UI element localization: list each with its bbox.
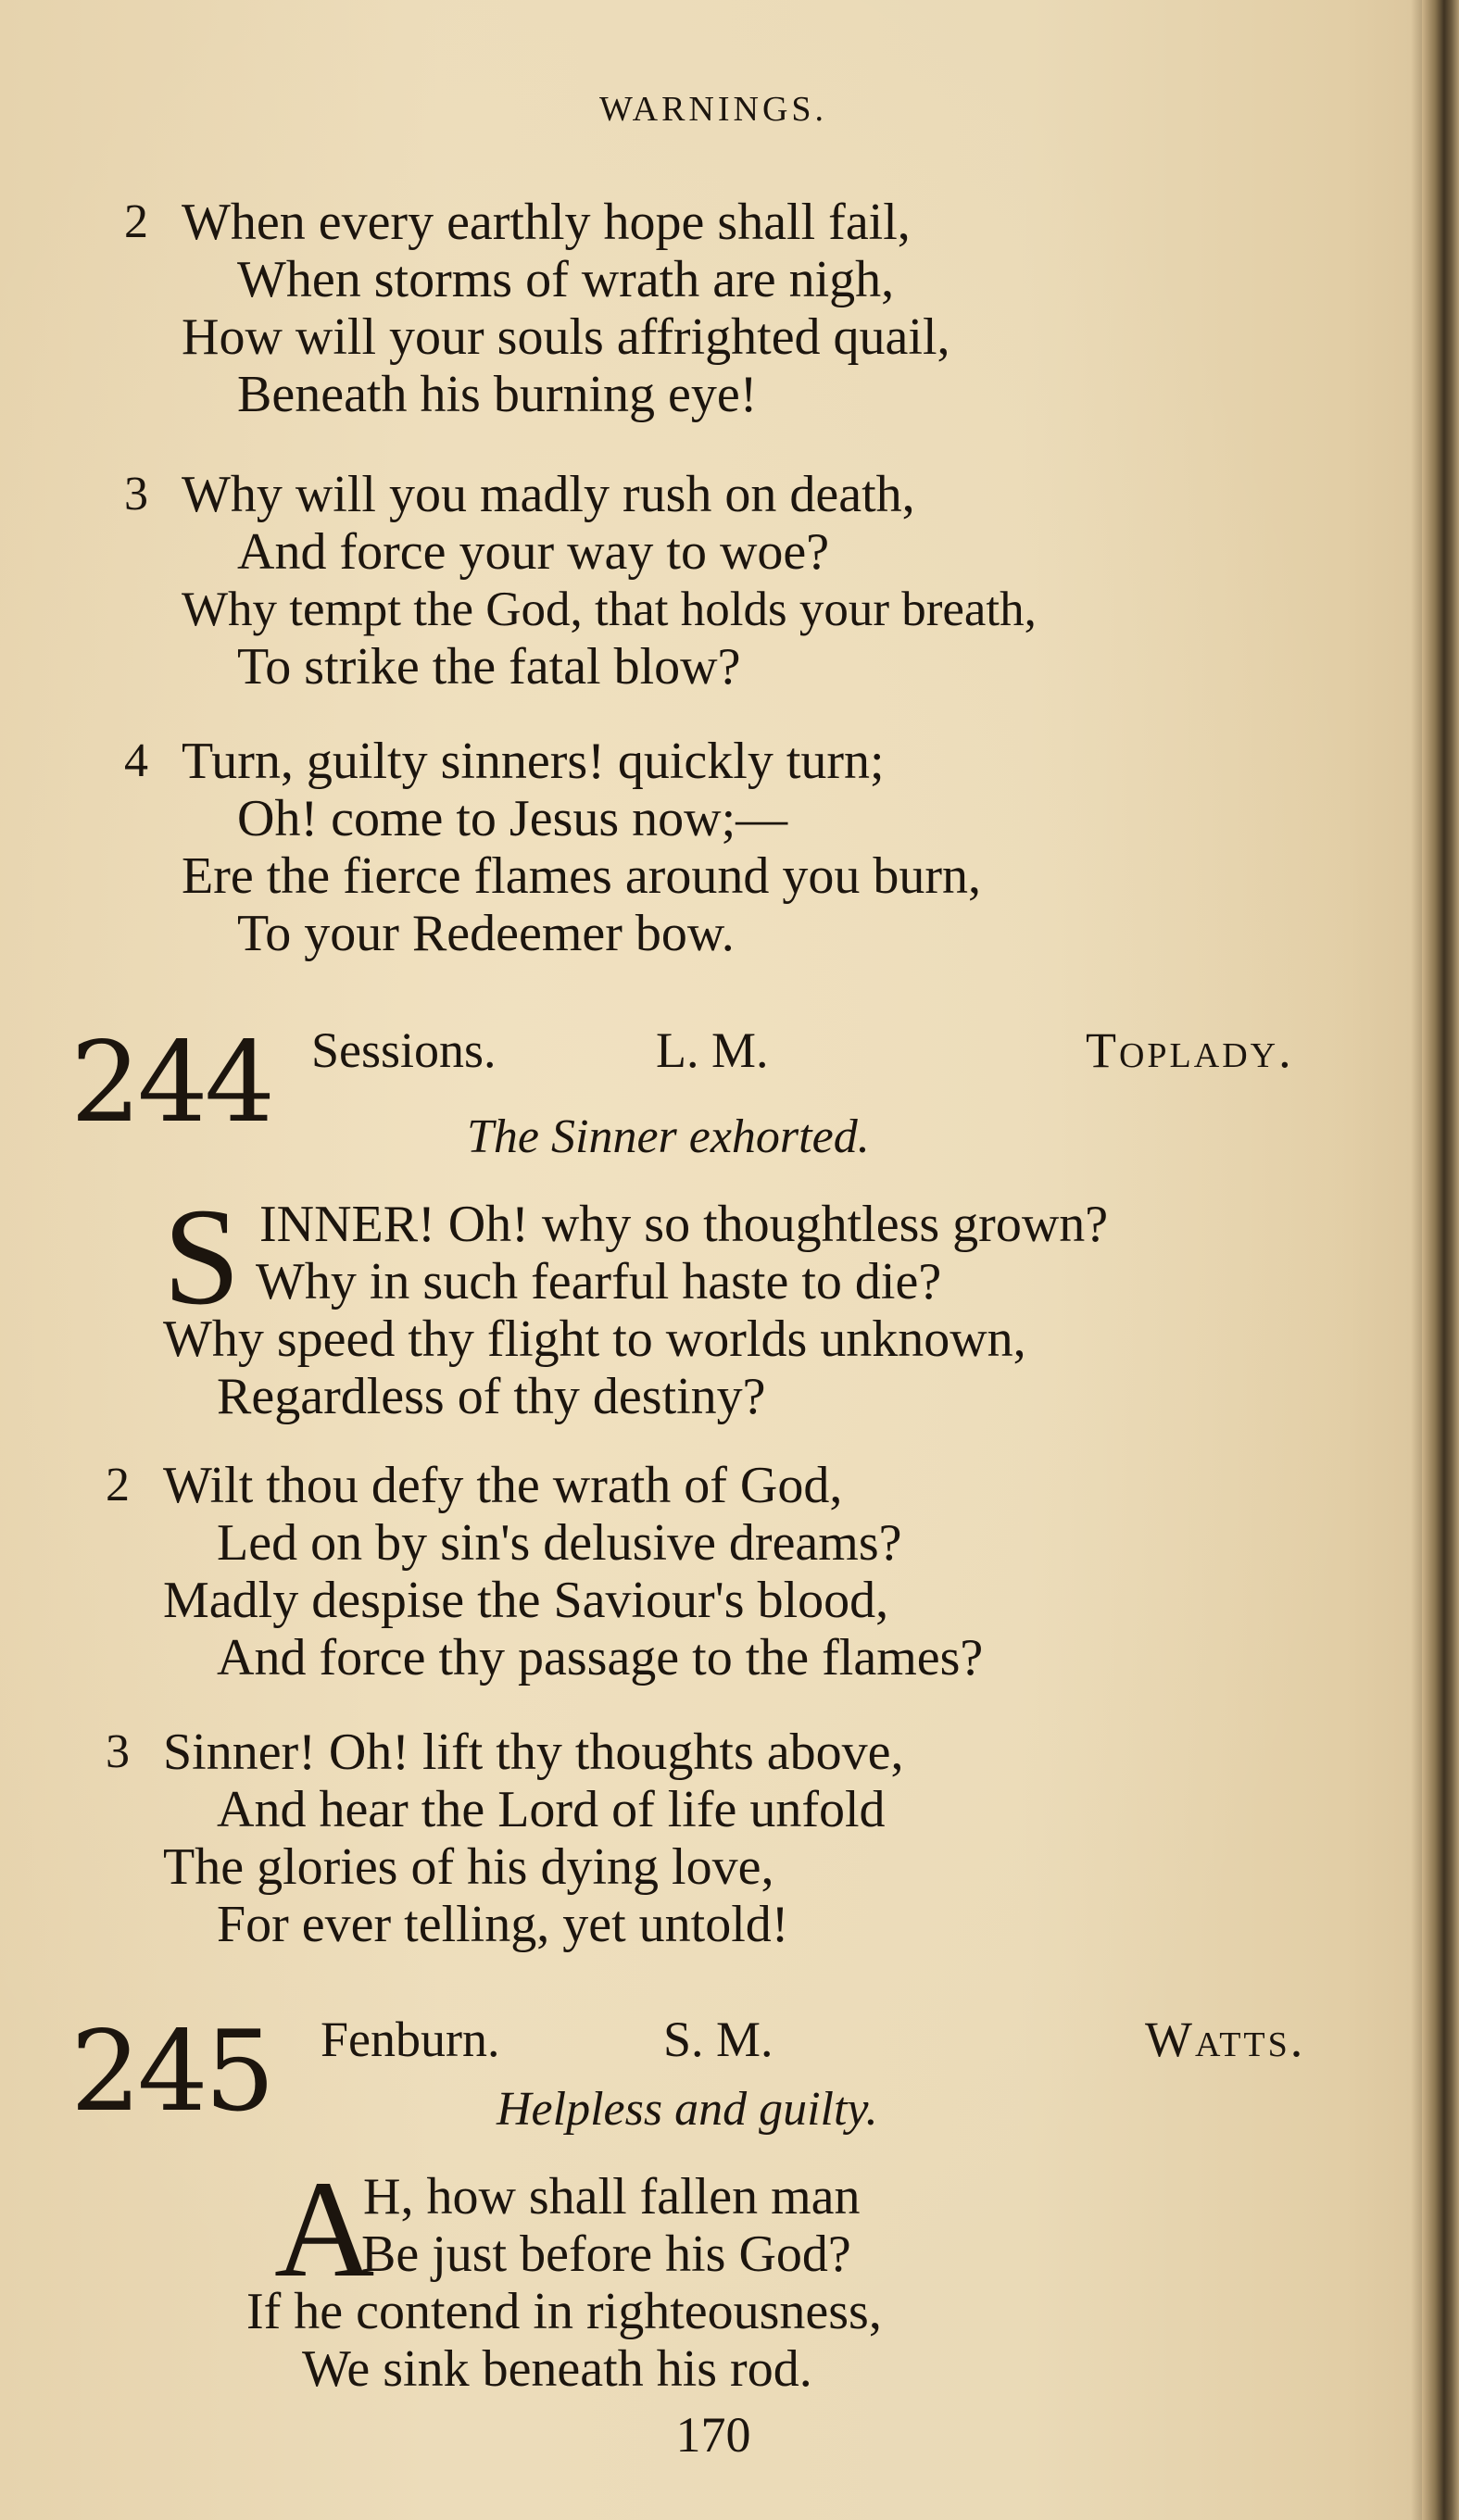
- hymn-number: 245: [70, 2008, 272, 2137]
- verse-line: And hear the Lord of life unfold: [217, 1781, 886, 1838]
- page-number: 170: [675, 2407, 751, 2463]
- running-head: WARNINGS.: [598, 90, 828, 129]
- verse-line: And force your way to woe?: [237, 523, 830, 581]
- verse-line: We sink beneath his rod.: [302, 2340, 812, 2398]
- tune-name: Sessions.: [311, 1022, 497, 1078]
- verse-line: Why speed thy flight to worlds unknown,: [163, 1310, 1026, 1368]
- verse-line: To your Redeemer bow.: [237, 905, 735, 962]
- verse-line: Turn, guilty sinners! quickly turn;: [182, 733, 885, 790]
- verse-line: Led on by sin's delusive dreams?: [217, 1514, 902, 1572]
- verse-line: When every earthly hope shall fail,: [182, 194, 911, 251]
- page-gutter-shadow: [1411, 0, 1422, 2520]
- drop-cap: S: [163, 1180, 241, 1334]
- meter: S. M.: [663, 2012, 774, 2067]
- verse-number: 4: [124, 734, 148, 787]
- verse-line: Oh! come to Jesus now;—: [237, 790, 788, 847]
- verse-line: Why in such fearful haste to die?: [256, 1253, 942, 1310]
- verse-line: Regardless of thy destiny?: [217, 1368, 766, 1425]
- verse-number: 3: [106, 1725, 130, 1778]
- verse-line: Madly despise the Saviour's blood,: [163, 1572, 889, 1629]
- verse-line: Why tempt the God, that holds your breath,: [182, 583, 1037, 636]
- verse-line: INNER! Oh! why so thoughtless grown?: [259, 1196, 1109, 1253]
- book-spine: [1422, 0, 1459, 2520]
- verse-line: Beneath his burning eye!: [237, 366, 758, 423]
- verse-line: If he contend in righteousness,: [246, 2283, 882, 2340]
- verse-line: To strike the fatal blow?: [237, 638, 741, 696]
- hymn-subtitle: The Sinner exhorted.: [467, 1110, 870, 1163]
- verse-line: When storms of wrath are nigh,: [237, 251, 895, 308]
- verse-line: How will your souls affrighted quail,: [182, 308, 950, 366]
- author: Toplady.: [1086, 1022, 1294, 1078]
- verse-line: Ere the fierce flames around you burn,: [182, 847, 981, 905]
- author: Watts.: [1145, 2012, 1306, 2067]
- verse-line: And force thy passage to the flames?: [217, 1629, 984, 1686]
- verse-line: The glories of his dying love,: [163, 1838, 774, 1896]
- verse-number: 2: [124, 195, 148, 248]
- verse-line: Wilt thou defy the wrath of God,: [163, 1457, 843, 1514]
- verse-line: H, how shall fallen man: [363, 2168, 861, 2225]
- verse-line: For ever telling, yet untold!: [217, 1896, 789, 1953]
- verse-line: Be just before his God?: [361, 2225, 851, 2283]
- verse-line: Sinner! Oh! lift thy thoughts above,: [163, 1724, 904, 1781]
- meter: L. M.: [656, 1022, 769, 1078]
- hymn-subtitle: Helpless and guilty.: [497, 2083, 878, 2136]
- verse-line: Why will you madly rush on death,: [182, 466, 915, 523]
- verse-number: 2: [106, 1459, 130, 1511]
- drop-cap: A: [274, 2152, 375, 2306]
- tune-name: Fenburn.: [321, 2012, 500, 2067]
- hymn-number: 244: [70, 1019, 272, 1147]
- verse-number: 3: [124, 468, 148, 520]
